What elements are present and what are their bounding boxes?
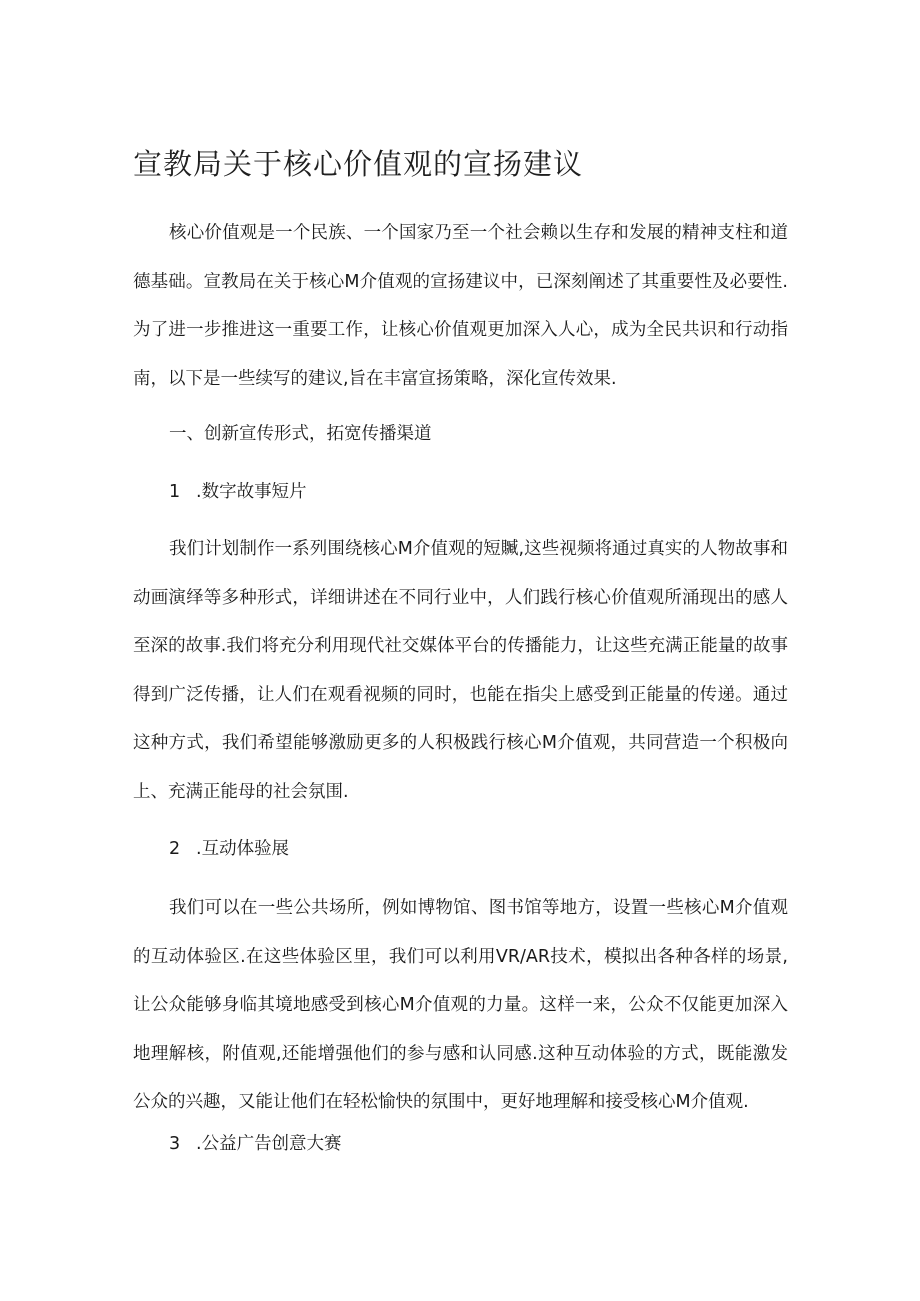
intro-paragraph: 核心价值观是一个民族、一个国家乃至一个社会赖以生存和发展的精神支柱和道德基础。宣教局在关于核心M介值观的宣扬建议中，已深刻阐述了其重要性及必要性.为了进一步推进这一重要工作，让核心价值观更加深入人心，成为全民共识和行动指南，以下是一些续写的建议,旨在丰富宣扬策略，深化宣传效果. <box>133 223 788 389</box>
item-number: 2 <box>169 839 181 859</box>
item-number: 1 <box>169 482 181 502</box>
item-body-1: 我们计划制作一系列围绕核心M介值观的短贓,这些视频将通过真实的人物故事和动画演绎等多种形式，详细讲述在不同行业中，人们践行核心价值观所涌现出的感人至深的故事.我们将充分利用现代社交媒体平台的传播能力，让这些充满正能量的故事得到广泛传播，让人们在观看视频的同时，也能在指尖上感受到正能量的传递。通过这种方式，我们希望能够激励更多的人积极践行核心M介值观，共同营造一个积极向上、充满正能母的社会氛围. <box>133 539 788 802</box>
item-heading-3 <box>169 1130 342 1158</box>
item-title: .公益广告创意大赛 <box>196 1134 342 1154</box>
item-title: .互动体验展 <box>196 839 290 859</box>
item-title: .数字故事短片 <box>196 482 307 502</box>
document-title: 宣教局关于核心价值观的宣扬建议 <box>133 147 584 181</box>
item-heading-2 <box>169 835 289 863</box>
item-body-2: 我们可以在一些公共场所，例如博物馆、图书馆等地方，设置一些核心M介值观的互动体验区.在这些体验区里，我们可以利用VR/AR技术，模拟出各种各样的场景,让公众能够身临其境地感受到核心M介值观的力量。这样一来，公众不仅能更加深入地理解核，附值观,还能增强他们的参与感和认同感.这种互动体验的方式，既能激发公众的兴趣，又能让他们在轻松愉快的氛围中，更好地理解和接受核心M介值观. <box>133 898 788 1112</box>
item-number: 3 <box>169 1134 181 1154</box>
section-heading: 一、创新宣传形式，拓宽传播渠道 <box>169 424 432 444</box>
item-heading-1 <box>169 478 307 506</box>
